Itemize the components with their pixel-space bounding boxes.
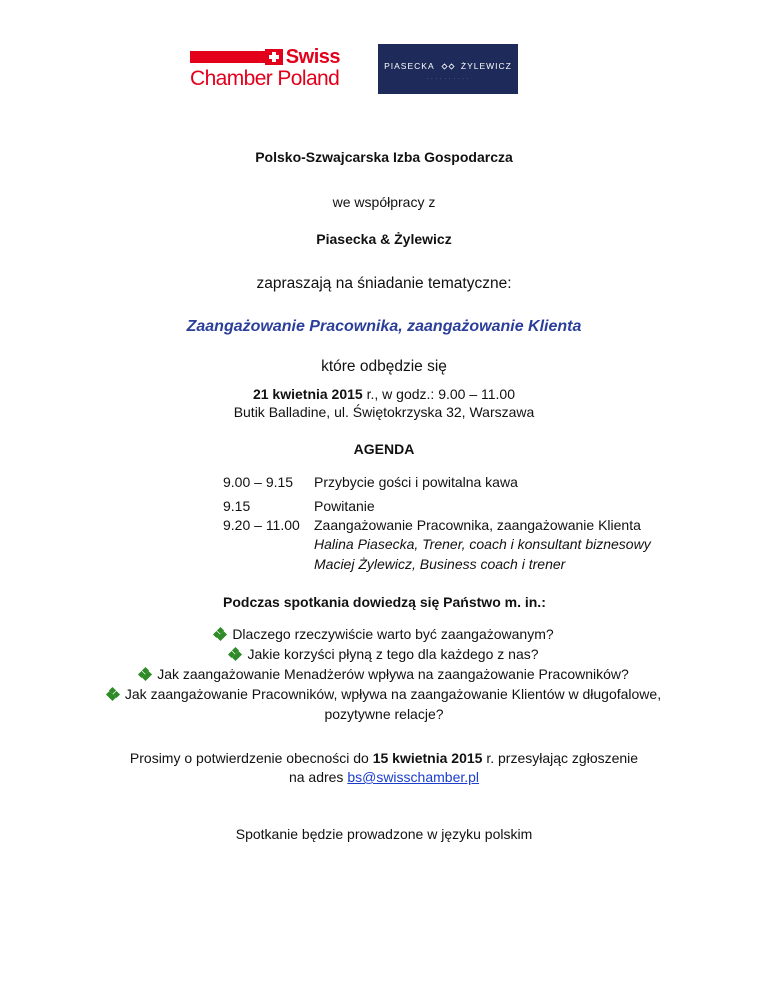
event-date: 21 kwietnia 2015: [252, 386, 363, 402]
pz-diamond-icon: [441, 63, 455, 70]
agenda-time: 9.00 – 9.15: [223, 474, 294, 490]
swiss-logo-word: Swiss: [285, 46, 340, 68]
rsvp-deadline: 15 kwietnia 2015: [372, 750, 483, 766]
agenda-speaker: Maciej Żylewicz, Business coach i trener: [314, 556, 566, 572]
rsvp-text: Prosimy o potwierdzenie obecności do 15 kwietnia 2015 r. przesyłając zgłoszenie: [129, 750, 639, 766]
pz-logo-tagline: · · · · · · · · · ·: [426, 76, 470, 81]
list-item: Jak zaangażowanie Pracowników, wpływa na zaangażowanie Klientów w długofalowe,: [0, 684, 768, 704]
list-item: Jak zaangażowanie Menadżerów wpływa na zaangażowanie Pracowników?: [0, 664, 768, 684]
agenda-time: 9.20 – 11.00: [223, 517, 300, 533]
diamond-bullet-icon: [107, 688, 119, 700]
agenda-speaker: Halina Piasecka, Trener, coach i konsultant biznesowy: [314, 536, 651, 552]
partner-name: Piasecka & Żylewicz: [316, 231, 452, 247]
event-time: r., w godz.: 9.00 – 11.00: [362, 386, 516, 402]
rsvp-address: na adres bs@swisschamber.pl: [288, 769, 480, 785]
event-datetime: [0, 386, 768, 402]
agenda-time: 9.15: [223, 498, 251, 514]
will-take-place-text: które odbędzie się: [321, 358, 447, 375]
language-note: Spotkanie będzie prowadzone w języku polskim: [235, 826, 533, 842]
learn-bullet-list: [0, 624, 768, 724]
event-theme: Zaangażowanie Pracownika, zaangażowanie Klienta: [186, 318, 582, 335]
list-item: Jakie korzyści płyną z tego dla każdego z nas?: [0, 644, 768, 664]
swiss-chamber-logo: [190, 48, 340, 92]
learn-heading: Podczas spotkania dowiedzą się Państwo m. in.:: [223, 594, 546, 610]
list-item: Dlaczego rzeczywiście warto być zaangażowanym?: [0, 624, 768, 644]
pz-logo-right: ŻYLEWICZ: [460, 61, 512, 71]
diamond-bullet-icon: [229, 648, 241, 660]
swiss-logo-bar: [190, 51, 268, 63]
agenda-title: AGENDA: [353, 441, 415, 457]
agenda-description: Przybycie gości i powitalna kawa: [314, 474, 518, 490]
list-item-continuation: pozytywne relacje?: [324, 706, 444, 722]
diamond-bullet-icon: [214, 628, 226, 640]
invite-text: zapraszają na śniadanie tematyczne:: [256, 275, 512, 292]
organizer-name: Polsko-Szwajcarska Izba Gospodarcza: [255, 149, 513, 165]
diamond-bullet-icon: [139, 668, 151, 680]
event-venue: Butik Balladine, ul. Świętokrzyska 32, Warszawa: [233, 404, 535, 420]
swiss-logo-subtitle: Chamber Poland: [190, 67, 340, 90]
swiss-cross-icon: [265, 49, 283, 65]
pz-logo-left: PIASECKA: [384, 61, 435, 71]
piasecka-zylewicz-logo: [378, 44, 518, 94]
cooperation-text: we współpracy z: [332, 194, 436, 210]
email-link[interactable]: bs@swisschamber.pl: [347, 769, 480, 785]
agenda-description: Zaangażowanie Pracownika, zaangażowanie Klienta: [314, 517, 641, 533]
agenda-description: Powitanie: [314, 498, 375, 514]
